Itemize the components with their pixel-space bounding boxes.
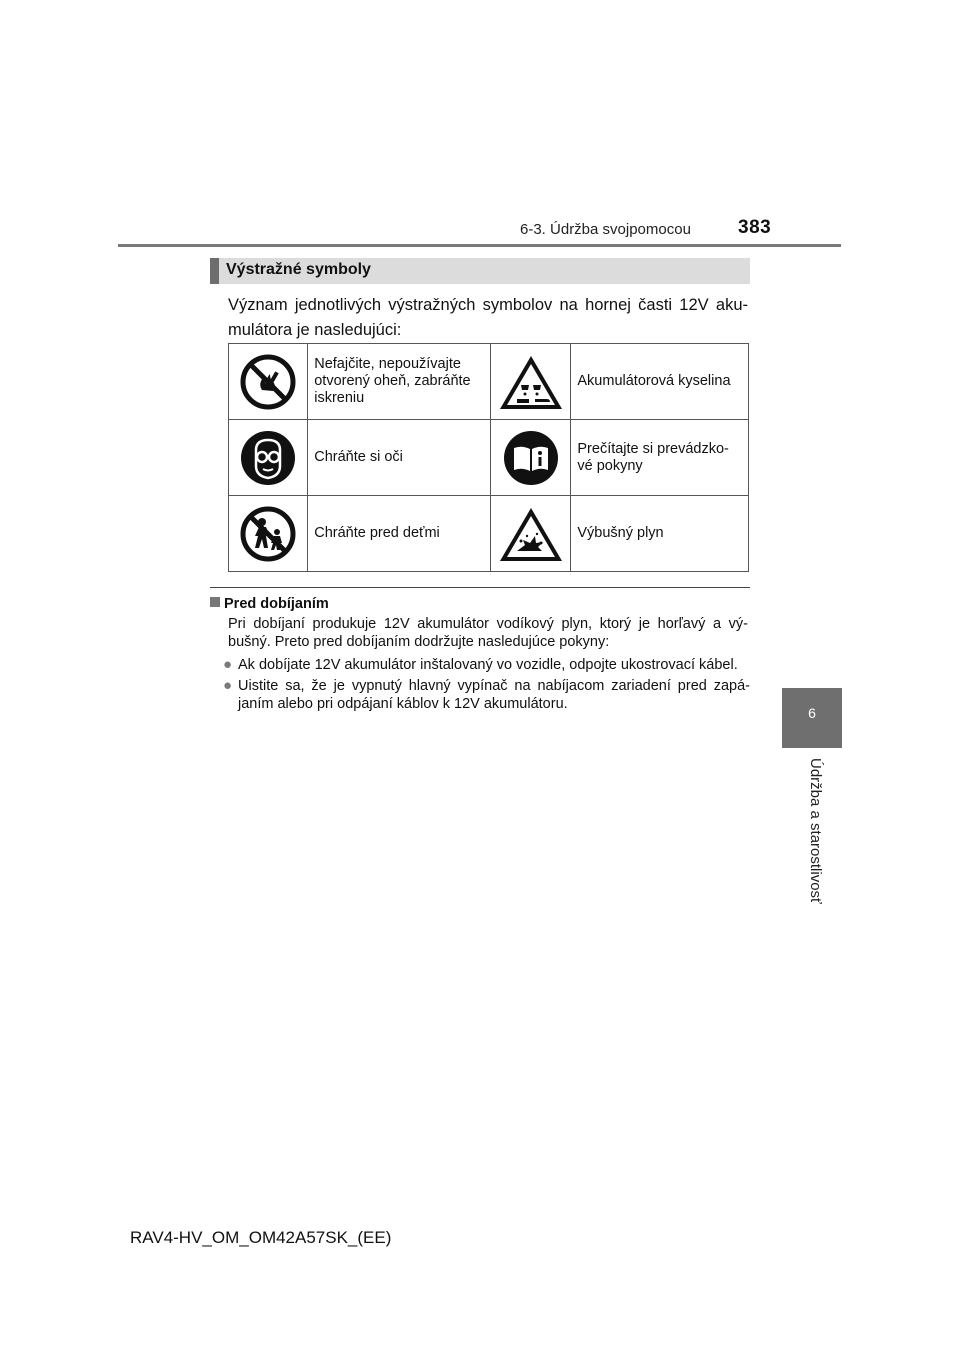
- section-heading-marker: [210, 258, 219, 284]
- chapter-number: 6: [808, 705, 816, 721]
- keep-away-children-icon: [240, 506, 296, 562]
- list-item: [223, 656, 750, 674]
- subsection-heading: [210, 596, 329, 612]
- symbol-text: Nefajčite, nepoužívajte otvorený oheň, zabráňte iskreniu: [308, 344, 491, 420]
- running-header-section: 6-3. Údržba svojpomocou: [520, 221, 691, 238]
- no-smoking-no-flame-icon: [240, 354, 296, 410]
- symbol-cell: [491, 344, 571, 420]
- intro-paragraph: Význam jednotlivých výstražných symbolov na hornej časti 12V aku-mulátora je nasledujúci:: [228, 296, 748, 339]
- battery-acid-warning-icon: [497, 352, 565, 412]
- read-instructions-icon: [503, 430, 559, 486]
- list-item: [223, 677, 750, 713]
- chapter-label: Údržba a starostlivosť: [807, 758, 824, 904]
- symbol-cell: [229, 496, 308, 572]
- footer-code: RAV4-HV_OM_OM42A57SK_(EE): [130, 1228, 392, 1247]
- page-number: 383: [738, 217, 772, 238]
- bullet-dot-icon: ●: [223, 656, 233, 673]
- symbol-text: Akumulátorová kyselina: [571, 344, 749, 420]
- table-row: [229, 420, 749, 496]
- explosive-gas-warning-icon: [497, 504, 565, 564]
- symbol-text: Výbušný plyn: [571, 496, 749, 572]
- list-item-text: Ak dobíjate 12V akumulátor inštalovaný vo vozidle, odpojte ukostrovací kábel.: [238, 657, 738, 673]
- list-item-text: Uistite sa, že je vypnutý hlavný vypínač na nabíjacom zariadení pred zapá-janím alebo pri odpájaní káblov k 12V akumulátoru.: [238, 678, 750, 712]
- subsection-paragraph: Pri dobíjaní produkuje 12V akumulátor vodíkový plyn, ktorý je horľavý a vý-bušný. Preto pred dobíjaním dodržujte nasledujúce pokyny:: [228, 616, 748, 650]
- eye-protection-icon: [240, 430, 296, 486]
- header-rule: [118, 244, 841, 247]
- symbol-cell: [491, 496, 571, 572]
- warning-symbols-table: [228, 343, 749, 572]
- symbol-text: Prečítajte si prevádzko-vé pokyny: [571, 420, 749, 496]
- bullet-dot-icon: ●: [223, 677, 233, 694]
- section-title: Výstražné symboly: [226, 261, 371, 278]
- symbol-text: Chráňte si oči: [308, 420, 491, 496]
- table-row: [229, 496, 749, 572]
- symbol-cell: [229, 344, 308, 420]
- subsection-heading-text: Pred dobíjaním: [224, 596, 329, 612]
- square-bullet-icon: [210, 597, 220, 607]
- symbol-cell: [491, 420, 571, 496]
- divider: [210, 587, 750, 588]
- table-row: [229, 344, 749, 420]
- symbol-cell: [229, 420, 308, 496]
- symbol-text: Chráňte pred deťmi: [308, 496, 491, 572]
